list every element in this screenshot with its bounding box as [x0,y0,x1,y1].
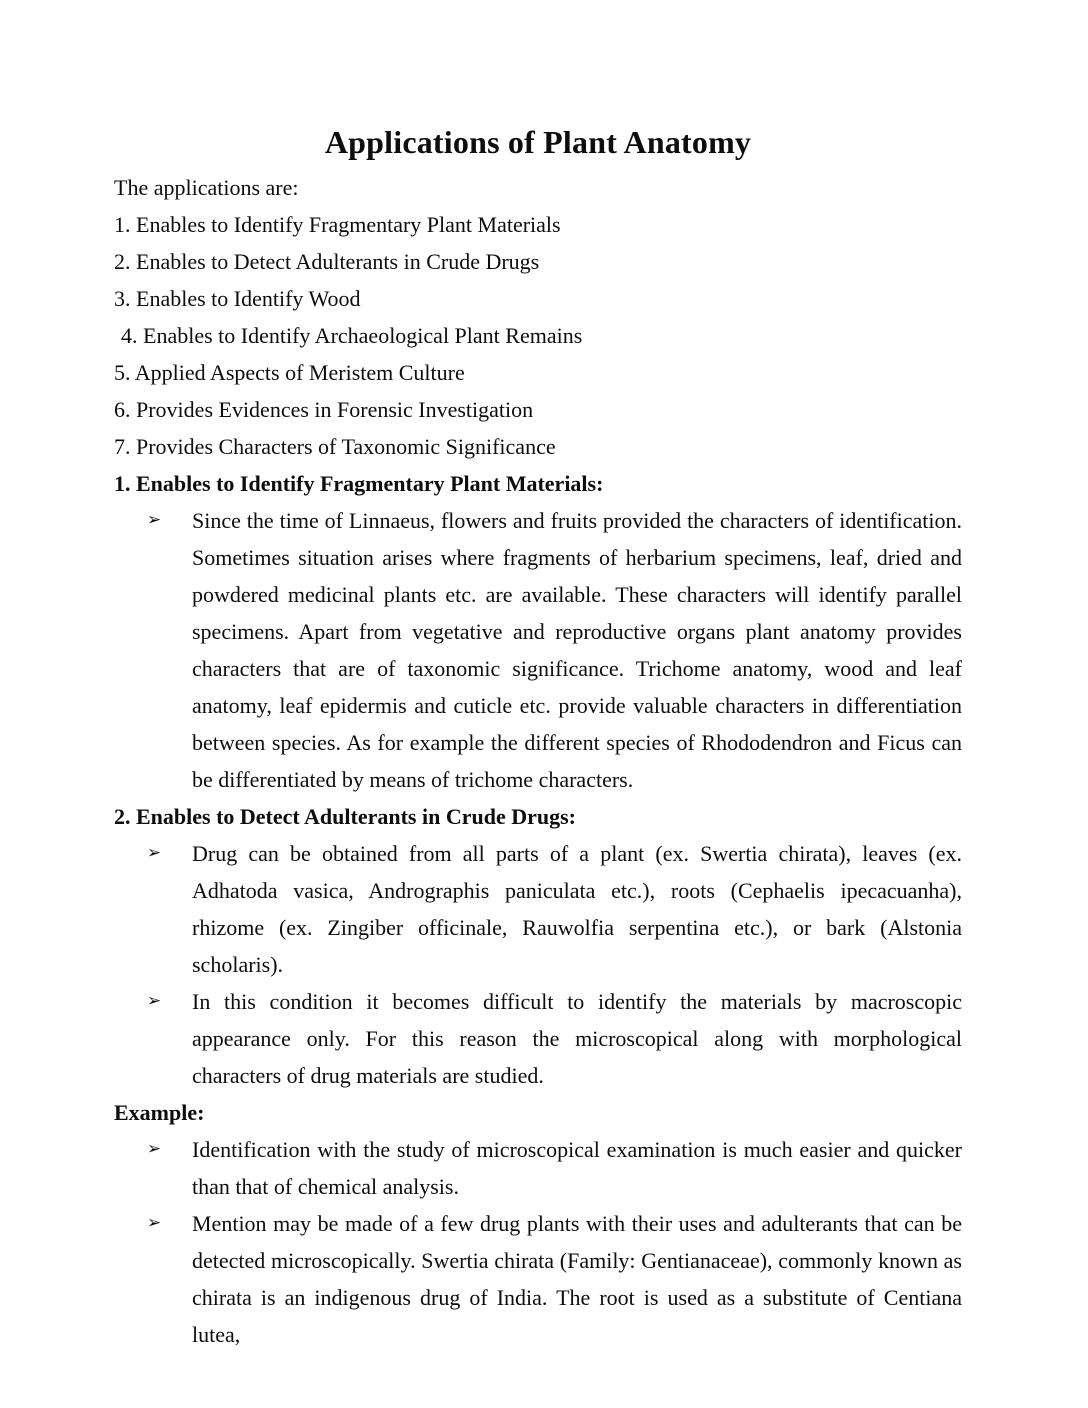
bullet-text: Mention may be made of a few drug plants with their uses and adulterants that can be detected microscopically. Swertia chirata (Family: Gentianaceae), commonly known as chirata is an indigenous drug of India. The root is used as a substitute of Centiana lutea, [192,1211,962,1347]
bullet-text: Identification with the study of microscopical examination is much easier and quicker than that of chemical analysis. [192,1137,962,1199]
bullet-text: Drug can be obtained from all parts of a plant (ex. Swertia chirata), leaves (ex. Adhatoda vasica, Andrographis paniculata etc.), roots (Cephaelis ipecacuanha), rhizome (ex. Zingiber officinale, Rauwolfia serpentina etc.), or bark (Alstonia scholaris). [192,841,962,977]
intro-text: The applications are: [114,175,299,200]
section-heading-1: 1. Enables to Identify Fragmentary Plant Materials: [114,471,604,496]
numbered-item-4: 4. Enables to Identify Archaeological Plant Remains [121,323,583,348]
bullet-item [114,1131,962,1205]
section-heading-2: 2. Enables to Detect Adulterants in Crude Drugs: [114,804,576,829]
bullet-text: Since the time of Linnaeus, flowers and fruits provided the characters of identification. Sometimes situation arises where fragments of herbarium specimens, leaf, dried and powdered medicinal plants etc. are available. These characters will identify parallel specimens. Apart from vegetative and reproductive organs plant anatomy provides characters that are of taxonomic significance. Trichome anatomy, wood and leaf anatomy, leaf epidermis and cuticle etc. provide valuable characters in differentiation between species. As for example the different species of Rhododendron and Ficus can be differentiated by means of trichome characters. [192,508,962,792]
numbered-item-2: 2. Enables to Detect Adulterants in Crude Drugs [114,249,540,274]
section-heading-example: Example: [114,1100,205,1125]
numbered-item-1: 1. Enables to Identify Fragmentary Plant Materials [114,212,561,237]
arrow-bullet-icon: ➢ [147,510,162,530]
numbered-item-5: 5. Applied Aspects of Meristem Culture [114,360,465,385]
arrow-bullet-icon: ➢ [147,843,162,863]
arrow-bullet-icon: ➢ [147,1139,162,1159]
bullet-item [114,835,962,983]
arrow-bullet-icon: ➢ [147,991,162,1011]
arrow-bullet-icon: ➢ [147,1213,162,1233]
page-title: Applications of Plant Anatomy [324,124,752,160]
bullet-text: In this condition it becomes difficult to identify the materials by macroscopic appearance only. For this reason the microscopical along with morphological characters of drug materials are studied. [192,989,962,1088]
bullet-item [114,502,962,798]
numbered-item-7: 7. Provides Characters of Taxonomic Significance [114,434,556,459]
bullet-item [114,983,962,1094]
numbered-item-6: 6. Provides Evidences in Forensic Investigation [114,397,534,422]
numbered-item-3: 3. Enables to Identify Wood [114,286,361,311]
bullet-item [114,1205,962,1353]
